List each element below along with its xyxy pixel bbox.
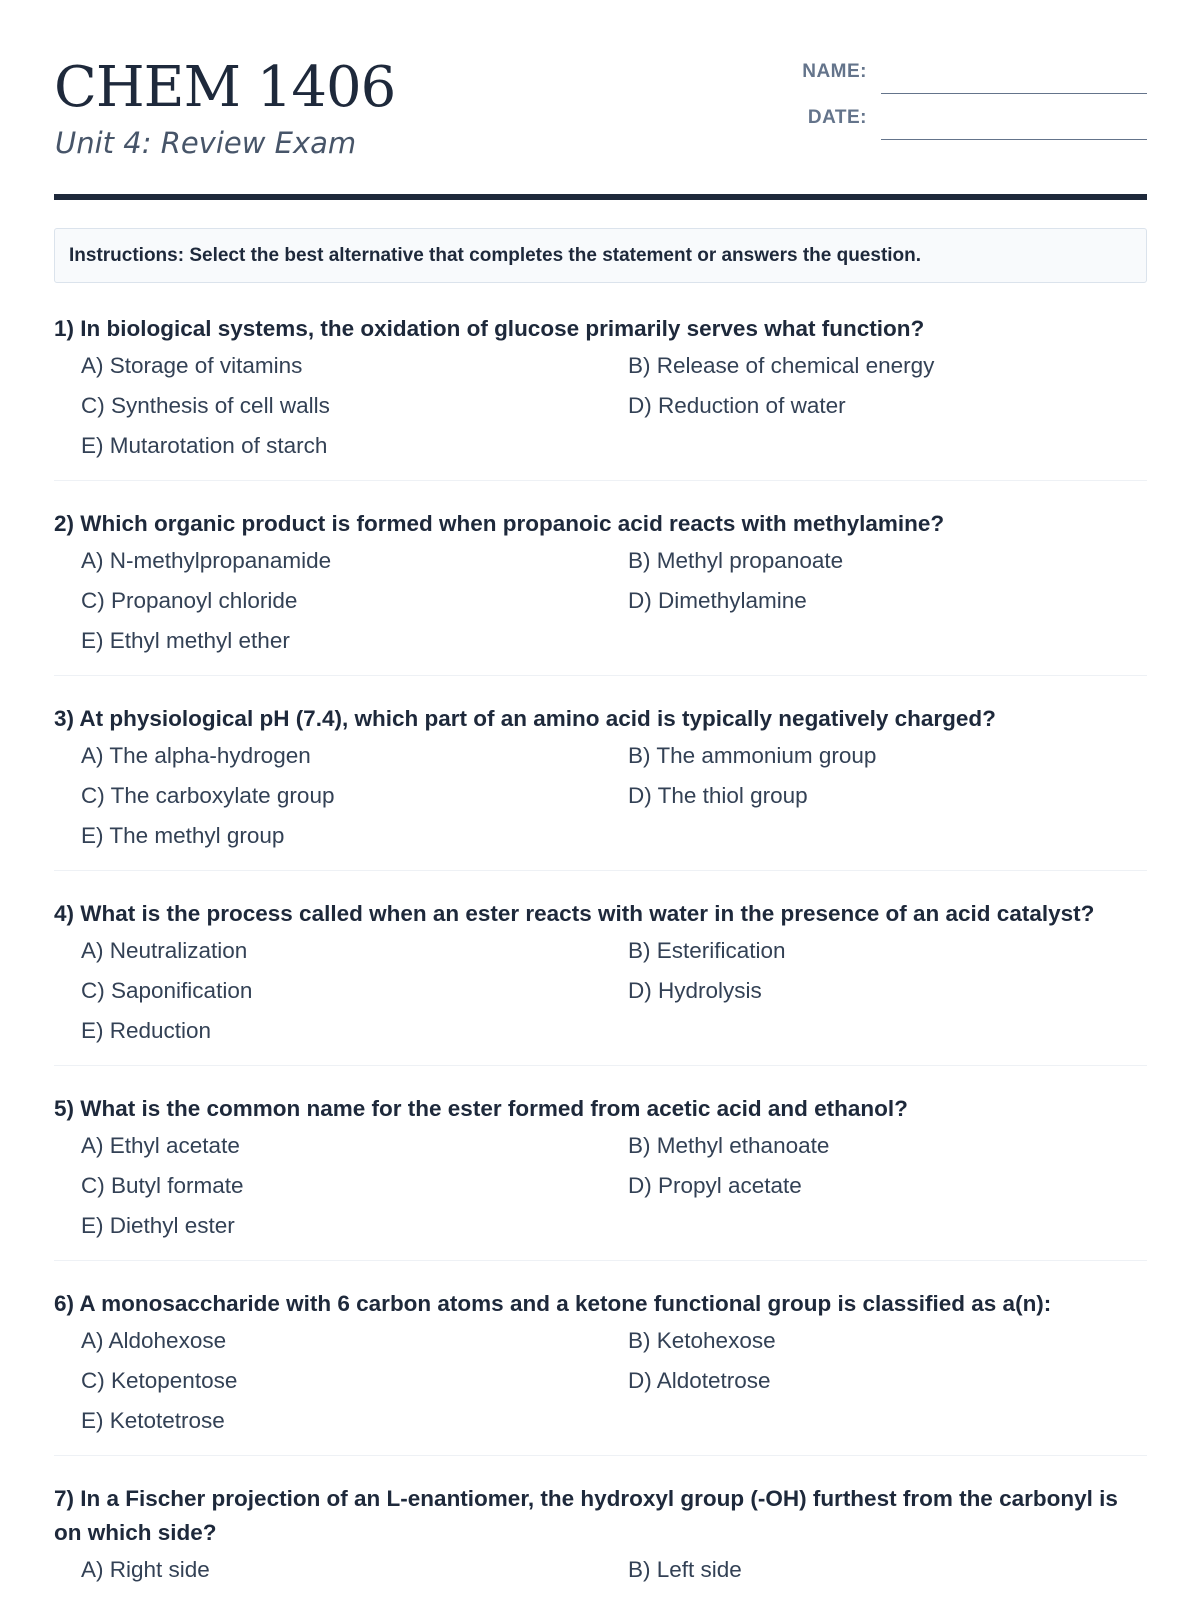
option-c: C) Propanoyl chloride [81, 588, 298, 613]
question-list [54, 308, 1147, 1600]
question-text: 1) In biological systems, the oxidation of glucose primarily serves what function? [54, 316, 925, 341]
answer-options [54, 1126, 1147, 1246]
option-c: C) Ketopentose [81, 1368, 238, 1393]
unit-subtitle: Unit 4: Review Exam [55, 126, 357, 160]
answer-options [54, 736, 1147, 856]
answer-options [54, 931, 1147, 1051]
option-a: A) Ethyl acetate [81, 1133, 240, 1158]
option-e: E) The methyl group [81, 823, 285, 848]
question-2 [54, 503, 1147, 676]
question-1 [54, 308, 1147, 481]
option-d: D) Propyl acetate [628, 1173, 802, 1198]
option-d: D) Reduction of water [628, 393, 846, 418]
question-text: 4) What is the process called when an ester reacts with water in the presence of an acid catalyst? [54, 901, 1095, 926]
question-4 [54, 893, 1147, 1066]
option-e: E) Diethyl ester [81, 1213, 235, 1238]
option-e: E) Reduction [81, 1018, 212, 1043]
name-field [761, 58, 1147, 94]
option-b: B) Release of chemical energy [628, 353, 935, 378]
option-e: E) Mutarotation of starch [81, 433, 328, 458]
option-c: C) Saponification [81, 978, 253, 1003]
option-e: E) Ketotetrose [81, 1408, 225, 1433]
question-6 [54, 1283, 1147, 1456]
question-text: 2) Which organic product is formed when propanoic acid reacts with methylamine? [54, 511, 945, 536]
option-d: D) Aldotetrose [628, 1368, 771, 1393]
question-text: 3) At physiological pH (7.4), which part of an amino acid is typically negatively charged? [54, 706, 996, 731]
option-a: A) The alpha-hydrogen [81, 743, 311, 768]
question-7 [54, 1478, 1147, 1600]
option-d: D) Dimethylamine [628, 588, 807, 613]
question-3 [54, 698, 1147, 871]
answer-options [54, 1321, 1147, 1441]
question-text: 5) What is the common name for the ester formed from acetic acid and ethanol? [54, 1096, 908, 1121]
question-5 [54, 1088, 1147, 1261]
option-a: A) Aldohexose [81, 1328, 227, 1353]
option-a: A) Right side [81, 1557, 210, 1582]
option-b: B) Ketohexose [628, 1328, 776, 1353]
option-b: B) Left side [628, 1557, 742, 1582]
exam-header [54, 0, 1147, 200]
option-b: B) Methyl ethanoate [628, 1133, 830, 1158]
instructions-box: Instructions: Select the best alternative that completes the statement or answers the question. [54, 228, 1147, 283]
option-a: A) Storage of vitamins [81, 353, 303, 378]
option-b: B) Methyl propanoate [628, 548, 844, 573]
answer-options [54, 541, 1147, 661]
question-text: 7) In a Fischer projection of an L-enantiomer, the hydroxyl group (-OH) furthest from the carbonyl is on which side? [54, 1486, 1118, 1545]
date-blank-line[interactable] [881, 104, 1147, 140]
course-title: CHEM 1406 [54, 55, 396, 120]
option-c: C) Butyl formate [81, 1173, 244, 1198]
question-text: 6) A monosaccharide with 6 carbon atoms and a ketone functional group is classified as a(n): [54, 1291, 1052, 1316]
answer-options [54, 1550, 1147, 1590]
option-c: C) Synthesis of cell walls [81, 393, 330, 418]
option-d: D) The thiol group [628, 783, 808, 808]
option-b: B) The ammonium group [628, 743, 877, 768]
option-d: D) Hydrolysis [628, 978, 762, 1003]
date-field [761, 104, 1147, 140]
date-label: DATE: [807, 107, 867, 128]
name-label: NAME: [802, 61, 867, 82]
option-c: C) The carboxylate group [81, 783, 335, 808]
name-blank-line[interactable] [881, 58, 1147, 94]
header-divider [54, 194, 1147, 200]
answer-options [54, 346, 1147, 466]
option-b: B) Esterification [628, 938, 786, 963]
option-e: E) Ethyl methyl ether [81, 628, 290, 653]
exam-page [54, 0, 1147, 1600]
option-a: A) Neutralization [81, 938, 248, 963]
option-a: A) N-methylpropanamide [81, 548, 332, 573]
